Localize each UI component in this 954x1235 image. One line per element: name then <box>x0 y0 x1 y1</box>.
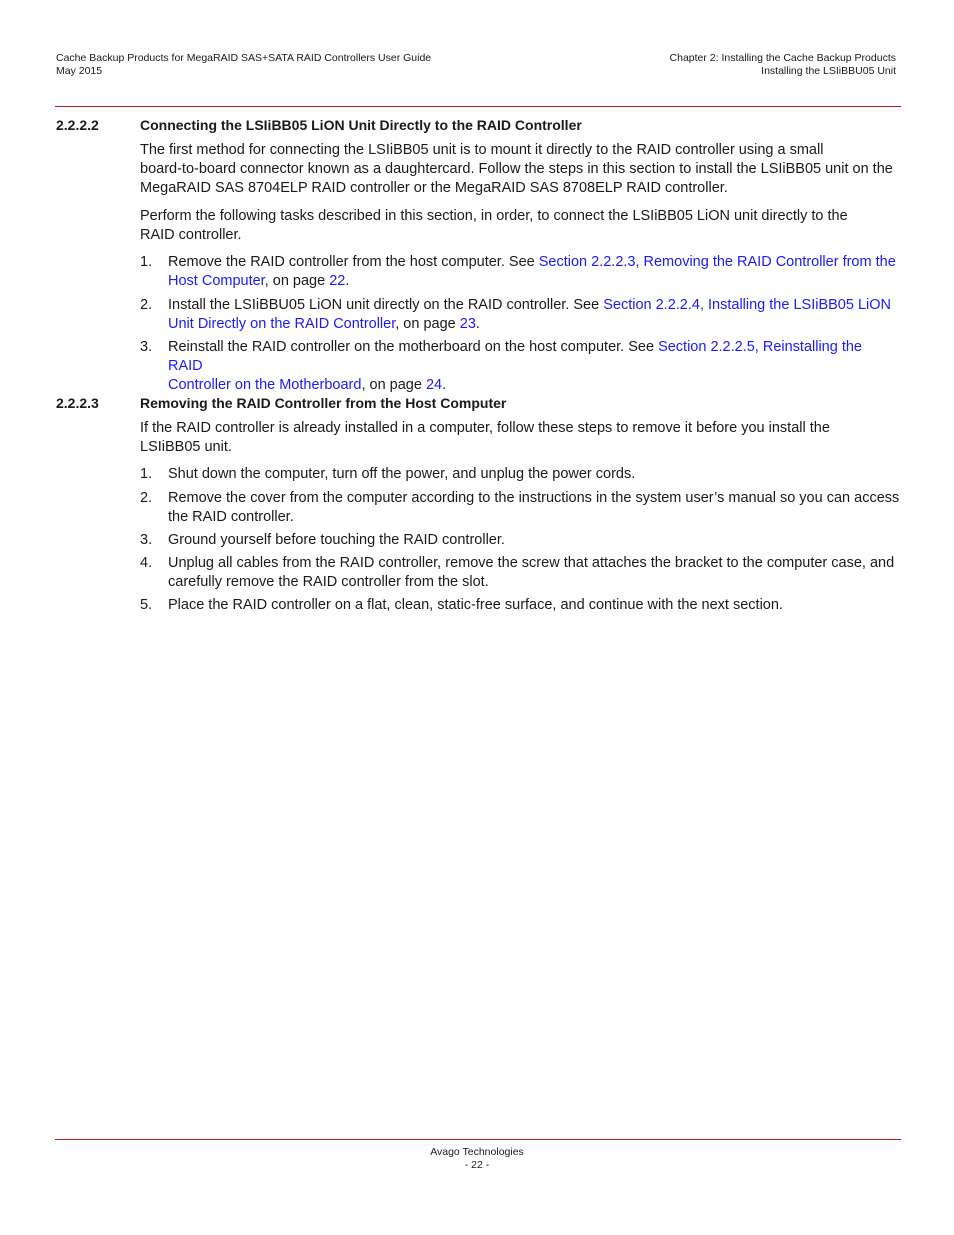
document-title: Cache Backup Products for MegaRAID SAS+SATA RAID Controllers User Guide <box>56 52 432 64</box>
list-text: . <box>442 377 447 393</box>
running-header-left <box>56 52 431 78</box>
paragraph <box>140 141 900 198</box>
page-link[interactable]: 24 <box>425 377 443 393</box>
text-line: board-to-board connector known as a daughtercard. Follow the steps in this section to install the LSIiBB05 unit on the <box>140 161 893 177</box>
list-text: Place the RAID controller on a flat, clean, static-free surface, and continue with the next section. <box>168 597 783 613</box>
section-heading: Connecting the LSIiBB05 LiON Unit Directly to the RAID Controller <box>140 117 582 133</box>
list-text: Install the LSIiBBU05 LiON unit directly on the RAID controller. See <box>168 297 604 313</box>
text-line: The first method for connecting the LSIiBB05 unit is to mount it directly to the RAID controller using a small <box>140 142 824 158</box>
list-text: Reinstall the RAID controller on the motherboard on the host computer. See <box>168 339 659 355</box>
header-rule <box>55 106 901 107</box>
list-number: 5. <box>140 597 153 613</box>
footer-rule <box>55 1139 901 1140</box>
list-text: Shut down the computer, turn off the power, and unplug the power cords. <box>168 466 636 482</box>
text-line: LSIiBB05 unit. <box>140 439 232 455</box>
cross-reference-link[interactable]: Section 2.2.2.3, Removing the RAID Controller from the <box>538 254 896 270</box>
section-title: Installing the LSIiBBU05 Unit <box>761 65 896 77</box>
list-text: the RAID controller. <box>168 509 294 525</box>
cross-reference-link[interactable]: Controller on the Motherboard <box>168 377 362 393</box>
text-line: If the RAID controller is already installed in a computer, follow these steps to remove it before you install the <box>140 420 830 436</box>
cross-reference-link[interactable]: Section 2.2.2.5, Reinstalling the RAID <box>168 339 862 374</box>
text-line: RAID controller. <box>140 227 242 243</box>
section-number: 2.2.2.2 <box>56 117 99 133</box>
list-text: Ground yourself before touching the RAID controller. <box>168 532 505 548</box>
list-text: , on page <box>361 377 426 393</box>
text-line: MegaRAID SAS 8704ELP RAID controller or the MegaRAID SAS 8708ELP RAID controller. <box>140 180 728 196</box>
chapter-title: Chapter 2: Installing the Cache Backup Products <box>669 52 896 64</box>
cross-reference-link[interactable]: Host Computer <box>168 273 265 289</box>
list-text: Remove the cover from the computer according to the instructions in the system user’s manual so you can access <box>168 490 900 506</box>
text-line: Perform the following tasks described in this section, in order, to connect the LSIiBB05 LiON unit directly to the <box>140 208 848 224</box>
list-text: , on page <box>395 316 460 332</box>
company-name: Avago Technologies <box>430 1146 524 1158</box>
list-text: , on page <box>264 273 330 289</box>
cross-reference-link[interactable]: Unit Directly on the RAID Controller <box>168 316 396 332</box>
list-number: 2. <box>140 490 153 506</box>
list-number: 4. <box>140 555 153 571</box>
list-number: 1. <box>140 466 153 482</box>
document-date: May 2015 <box>56 65 103 77</box>
page-number: - 22 - <box>464 1159 490 1171</box>
list-text: Unplug all cables from the RAID controller, remove the screw that attaches the bracket to the computer case, and <box>168 555 895 571</box>
list-text: Remove the RAID controller from the host computer. See <box>168 254 539 270</box>
list-number: 1. <box>140 254 153 270</box>
list-text: . <box>345 273 350 289</box>
section-heading: Removing the RAID Controller from the Host Computer <box>140 395 507 411</box>
list-number: 3. <box>140 339 153 355</box>
list-text: . <box>475 316 480 332</box>
page-link[interactable]: 23 <box>459 316 476 332</box>
cross-reference-link[interactable]: Section 2.2.2.4, Installing the LSIiBB05 LiON <box>603 297 891 313</box>
paragraph <box>140 207 900 245</box>
paragraph <box>140 419 900 457</box>
page-footer <box>0 1146 954 1172</box>
section-number: 2.2.2.3 <box>56 395 99 411</box>
page-link[interactable]: 22 <box>329 273 346 289</box>
list-text: carefully remove the RAID controller from the slot. <box>168 574 489 590</box>
list-number: 3. <box>140 532 153 548</box>
running-header-right <box>670 52 896 78</box>
list-number: 2. <box>140 297 153 313</box>
